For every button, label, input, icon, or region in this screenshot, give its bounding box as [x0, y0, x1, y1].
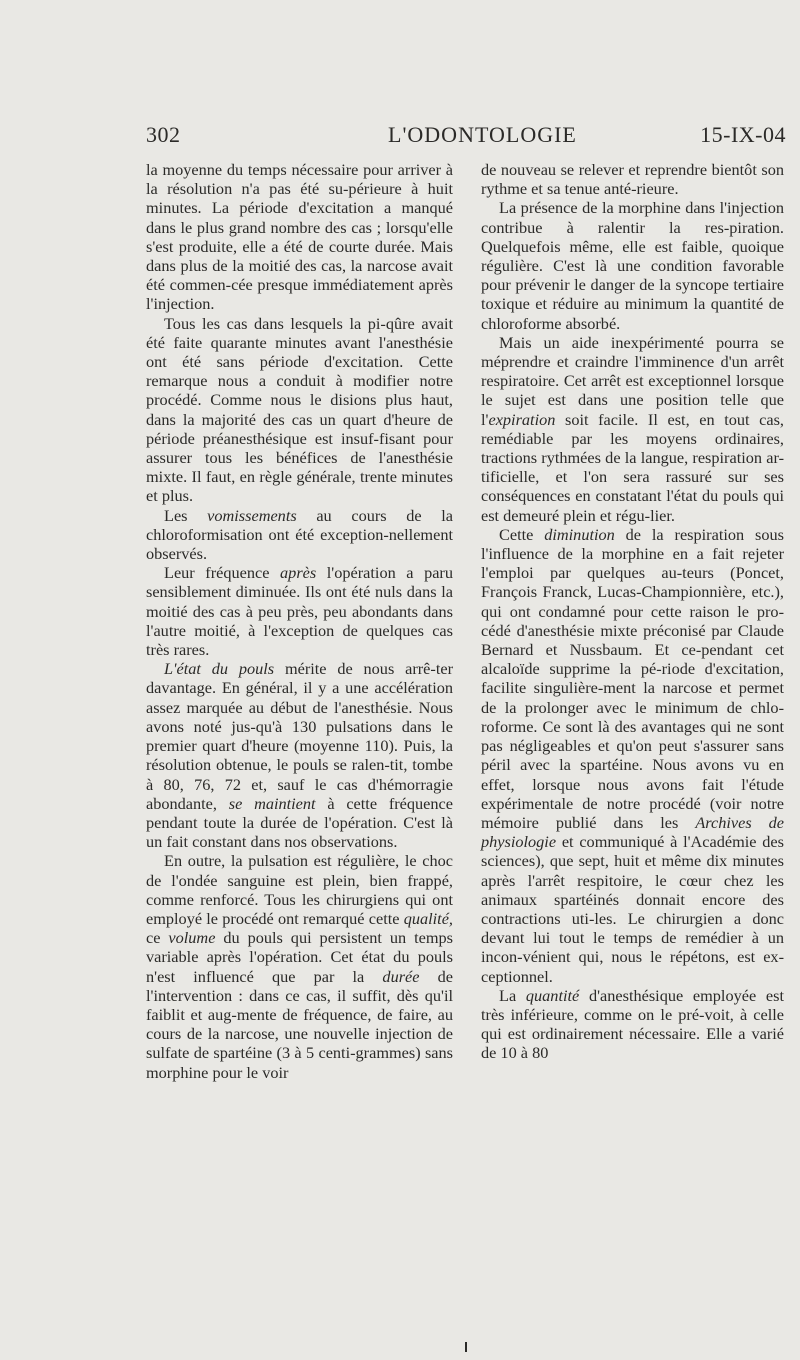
issue-date: 15-IX-04	[700, 122, 786, 147]
text-run: et communiqué à l'Académie des sciences), que sept, huit et même dix minutes après l'arrêt respitoire, le cœur chez les animaux spartéinés donnait encore des contractions uti-les. Le chirurgien a donc devant lui tout le temps de remédier à un incon-vénient qui, nous le répétons, est ex-ceptionnel.	[481, 832, 784, 986]
text-run: au cours de la chloroformisation ont été exception-nellement observés.	[146, 505, 454, 564]
italic-run: se maintient	[228, 793, 316, 813]
paragraph	[481, 333, 784, 525]
paragraph	[146, 659, 453, 851]
paragraph	[481, 986, 784, 1063]
text-run: du pouls qui persistent un temps variable après l'opération. Cet état du pouls n'est influencé que par la	[146, 928, 454, 986]
italic-run: diminution	[544, 524, 615, 544]
text-run: d'anesthésique employée est très inférieure, comme on le pré-voit, à celle qui est ordinairement nécessaire. Elle a varié de 10 à 80	[481, 985, 784, 1063]
paragraph	[146, 563, 453, 659]
italic-run: volume	[168, 928, 216, 948]
italic-run: Archives de physiologie	[481, 812, 784, 852]
text-run: de la respiration sous l'influence de la morphine en a fait rejeter l'emploi par quelques au-teurs (Poncet, François Franck, Lucas-Championnière, etc.), qui ont condamné pour cette raison le pro-cédé d'anesthésie mixte préconisé par Claude Bernard et Nussbaum. Et ce-pendant cet alcaloïde supprime la pé-riode d'excitation, facilite singulière-ment la narcose et permet de la prolonger avec le minimum de chlo-roforme. Ce sont là des avantages qui ne sont pas négligeables et qu'on peut s'assurer sans péril avec la spartéine. Nous avons vu en effet, lorsque nous avons fait l'étude expérimentale de notre procédé (voir notre mémoire publié dans les	[481, 524, 784, 832]
italic-run: L'état du pouls	[164, 659, 275, 679]
text-run: à cette fréquence pendant toute la durée de l'opération. C'est là un fait constant dans nos observations.	[146, 793, 453, 852]
column-mark	[465, 1342, 467, 1352]
italic-run: quantité	[525, 985, 580, 1005]
paragraph-text: Tous les cas dans lesquels la pi-qûre avait été faite quarante minutes avant l'anesthésie ont été sans période d'excitation. Cette remarque nous a conduit à modifier notre procédé. Comme nous le disions plus haut, dans la majorité des cas un quart d'heure de période préanesthésique est insuf-fisant pour assurer tous les bénéfices de l'anesthésie mixte. Il faut, en règle générale, trente minutes et plus.	[146, 313, 453, 506]
paragraph	[146, 160, 453, 314]
text-run: Cette	[499, 524, 545, 544]
text-run: Leur fréquence	[164, 563, 281, 583]
paragraph	[146, 314, 453, 506]
left-column	[146, 160, 453, 1082]
paragraph	[481, 198, 784, 332]
paragraph	[481, 525, 784, 986]
italic-run: vomissements	[207, 505, 297, 525]
running-header	[146, 122, 786, 152]
text-run: de l'intervention : dans ce cas, il suffit, dès qu'il faiblit et aug-mente de fréquence, de faire, au cours de la narcose, une nouvelle injection de sulfate de spartéine (3 à 5 centi-grammes) sans morphine pour le voir	[146, 966, 453, 1082]
italic-run: expiration	[488, 409, 556, 429]
text-run: En outre, la pulsation est régulière, le choc de l'ondée sanguine est plein, bien frappé, comme renforcé. Tous les chirurgiens qui ont employé le procédé ont remarqué cette	[146, 851, 453, 928]
text-run: mérite de nous arrê-ter davantage. En général, il y a une accélération assez marquée au début de l'anesthésie. Nous avons noté jus-qu'à 130 pulsations dans le premier quart d'heure (moyenne 110). Puis, la résolution obtenue, le pouls se ralen-tit, tombe à 80, 76, 72 et, sauf le cas d'hémorragie abondante,	[146, 659, 453, 813]
page-number: 302	[146, 122, 181, 147]
text-run: La	[499, 985, 526, 1005]
right-column	[481, 160, 784, 1063]
text-run: Les	[164, 505, 208, 525]
italic-run: durée	[382, 966, 420, 986]
text-run: l'opération a paru sensiblement diminuée. Ils ont été nuls dans la moitié des cas à peu près, peu abondants dans l'autre moitié, à l'exception de quelques cas très rares.	[146, 563, 453, 660]
journal-title: L'ODONTOLOGIE	[388, 122, 577, 147]
paragraph	[146, 506, 453, 564]
text-run: ce	[146, 928, 169, 948]
text-run: soit facile. Il est, en tout cas, remédiable par les moyens ordinaires, tractions rythmées de la langue, respiration ar-tificielle, et l'on sera rassuré sur ses conséquences en constatant l'état du pouls qui est demeuré plein et régu-lier.	[481, 409, 784, 525]
italic-run: qualité,	[403, 908, 453, 928]
paragraph	[481, 160, 784, 198]
text-run: Mais un aide inexpérimenté pourra se méprendre et craindre l'imminence d'un arrêt respiratoire. Cet arrêt est exceptionnel lorsque le sujet est dans une position telle que l'	[481, 332, 784, 429]
paragraph-text: de nouveau se relever et reprendre bientôt son rythme et sa tenue anté-rieure.	[481, 160, 784, 199]
paragraph-text: La présence de la morphine dans l'injection contribue à ralentir la res-piration. Quelquefois même, elle est faible, quoique régulière. C'est là une condition favorable pour prévenir le danger de la syncope tertiaire toxique et réduire au minimum la quantité de chloroforme absorbé.	[481, 198, 784, 333]
paragraph-text: la moyenne du temps nécessaire pour arriver à la résolution n'a pas été su-périeure à huit minutes. La période d'excitation a manqué dans le plus grand nombre des cas ; lorsqu'elle s'est produite, elle a été de courte durée. Mais dans plus de la moitié des cas, la narcose avait été commen-cée presque immédiatement après l'injection.	[146, 160, 453, 314]
paragraph	[146, 851, 453, 1081]
italic-run: après	[280, 563, 317, 583]
